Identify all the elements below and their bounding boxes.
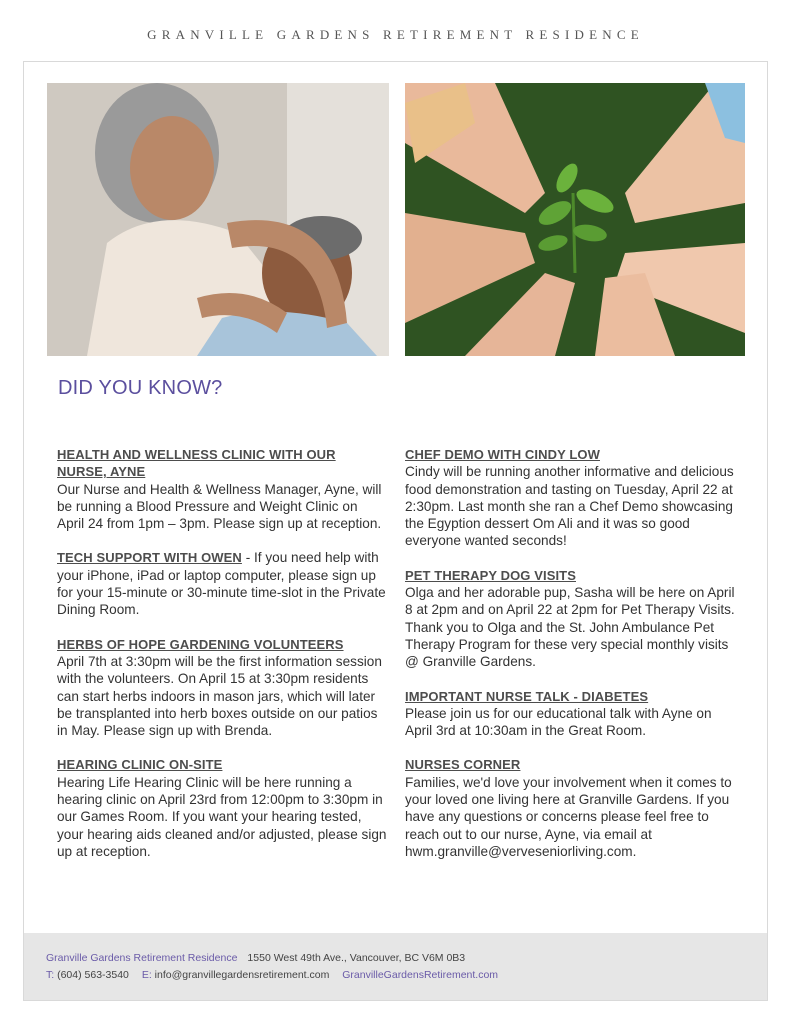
news-body: Olga and her adorable pup, Sasha will be here on April 8 at 2pm and on April 22 at 2pm for Pet Therapy Visits. Thank you to Olga and the St. John Ambulance Pet Therapy Program for these very special monthly visits @ Granville Gardens. xyxy=(405,585,735,670)
news-heading: PET THERAPY DOG VISITS xyxy=(405,567,576,583)
news-item-hearing-clinic xyxy=(57,756,387,860)
news-heading: TECH SUPPORT WITH OWEN xyxy=(57,550,242,566)
news-heading: NURSES CORNER xyxy=(405,757,521,773)
news-heading: CHEF DEMO WITH CINDY LOW xyxy=(405,447,600,462)
photo-hands-seedling xyxy=(405,83,745,356)
photo-couple xyxy=(47,83,389,356)
news-body: Our Nurse and Health & Wellness Manager, Ayne, will be running a Blood Pressure and Weight Clinic on April 24 from 1pm – 3pm. Please sign up at reception. xyxy=(57,481,382,532)
news-item-herbs-of-hope xyxy=(57,636,387,740)
news-item-nurse-talk xyxy=(405,688,740,740)
news-body: Families, we'd love your involvement when it comes to your loved one living here at Granville Gardens. If you have any questions or concerns please feel free to reach out to our nurse, Ayne, via email at hwm.granville@verveseniorliving.com. xyxy=(405,774,732,859)
footer-website-link[interactable]: GranvilleGardensRetirement.com xyxy=(342,969,499,981)
news-item-health-clinic xyxy=(57,446,387,532)
news-body: Cindy will be running another informative and delicious food demonstration and tasting on Tuesday, April 22 at 2:30pm. Last month she ran a Chef Demo showcasing the Egyption dessert Om Ali and it was so good everyone wanted seconds! xyxy=(405,464,734,549)
footer-address-line xyxy=(46,952,465,964)
news-body: - If you need help with your iPhone, iPad or laptop computer, please sign up for your 15-minute or 30-minute time-slot in the Private Dining Room. xyxy=(57,550,386,618)
masthead: GRANVILLE GARDENS RETIREMENT RESIDENCE xyxy=(147,27,644,42)
news-item-chef-demo xyxy=(405,446,740,550)
footer-email-label: E: xyxy=(141,969,152,981)
section-title: DID YOU KNOW? xyxy=(58,377,223,399)
news-body: April 7th at 3:30pm will be the first information session with the volunteers. On April 15 at 3:30pm residents can start herbs indoors in mason jars, which will later be transplanted into herb boxes outside on our patios in May. Please sign up with Brenda. xyxy=(57,653,382,739)
footer-phone[interactable]: (604) 563-3540 xyxy=(57,969,129,981)
news-heading: HEARING CLINIC ON-SITE xyxy=(57,757,223,773)
news-item-tech-support xyxy=(57,549,387,618)
news-item-nurses-corner xyxy=(405,756,740,860)
footer-address: 1550 West 49th Ave., Vancouver, BC V6M 0B3 xyxy=(247,952,466,964)
news-body: Hearing Life Hearing Clinic will be here running a hearing clinic on April 23rd from 12:00pm to 3:30pm in our Games Room. If you want your hearing tested, your hearing aids cleaned and/or adjusted, please sign up at reception. xyxy=(57,774,387,859)
left-column xyxy=(57,446,387,877)
footer-contact-line xyxy=(46,969,498,981)
news-heading: HEALTH AND WELLNESS CLINIC WITH OUR NURSE, AYNE xyxy=(57,447,336,480)
footer-phone-label: T: xyxy=(46,969,55,981)
footer xyxy=(24,933,767,1000)
news-item-pet-therapy xyxy=(405,567,740,671)
right-column xyxy=(405,446,740,877)
footer-residence-name: Granville Gardens Retirement Residence xyxy=(46,952,238,964)
news-body: Please join us for our educational talk with Ayne on April 3rd at 10:30am in the Great Room. xyxy=(405,705,712,739)
news-heading: IMPORTANT NURSE TALK - DIABETES xyxy=(405,688,649,704)
news-heading: HERBS OF HOPE GARDENING VOLUNTEERS xyxy=(57,636,344,652)
footer-email-link[interactable]: info@granvillegardensretirement.com xyxy=(154,969,330,981)
